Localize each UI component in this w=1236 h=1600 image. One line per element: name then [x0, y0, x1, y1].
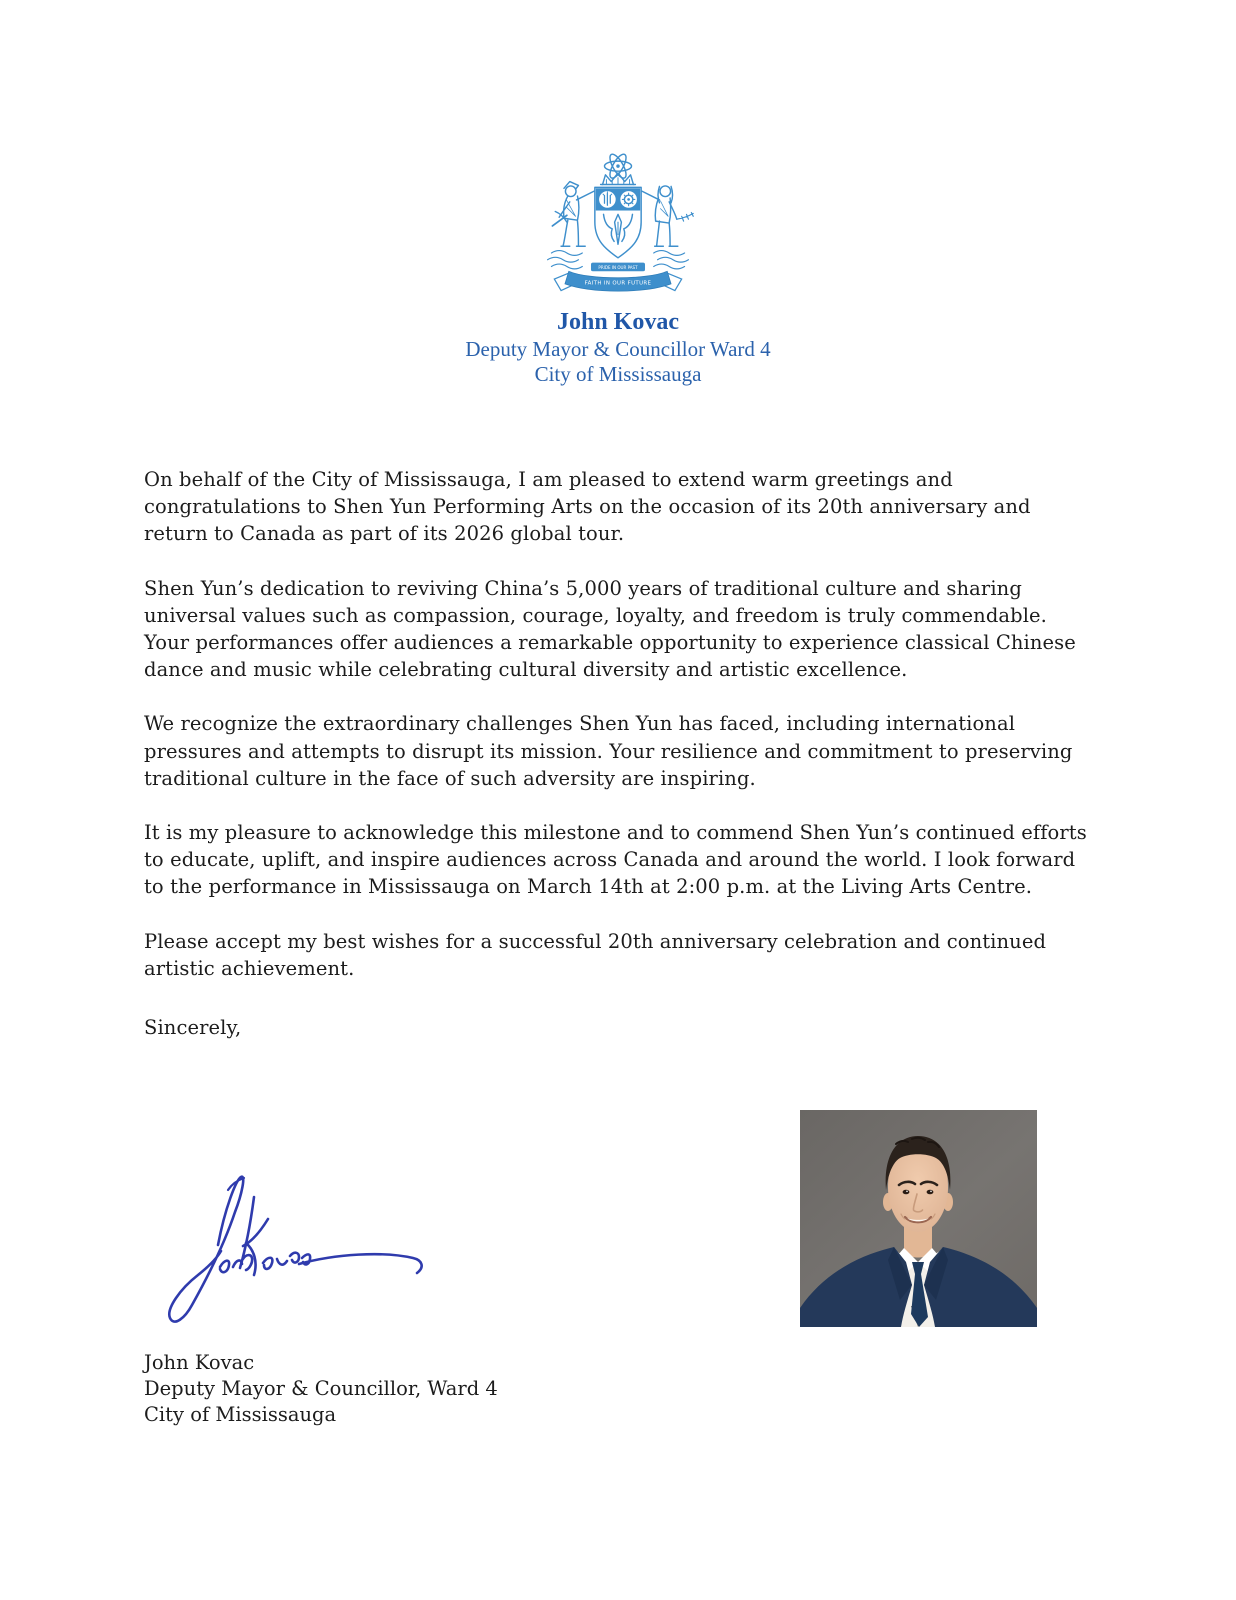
letterhead-organization: City of Mississauga	[534, 362, 702, 387]
motto-line-2: FAITH IN OUR FUTURE	[584, 280, 652, 287]
paragraph-2: Shen Yun’s dedication to reviving China’s 5,000 years of traditional culture and sharing universal values such as compassion, courage, loyalty, and freedom is truly commendable. Your performances offer audiences a remarkable opportunity to experience classical Chinese dance and music while celebrating cultural diversity and artistic excellence.	[144, 576, 1076, 682]
paragraph-3: We recognize the extraordinary challenges Shen Yun has faced, including international pressures and attempts to disrupt its mission. Your resilience and commitment to preserving traditional culture in the face of such adversity are inspiring.	[144, 712, 1073, 790]
letterhead-name: John Kovac	[556, 309, 679, 335]
portrait-photo	[800, 1110, 1037, 1327]
signoff-block	[144, 1350, 498, 1428]
signoff-name: John Kovac	[144, 1351, 255, 1374]
paragraph-4: It is my pleasure to acknowledge this milestone and to commend Shen Yun’s continued efforts to educate, uplift, and inspire audiences across Canada and around the world. I look forward to the performance in Mississauga on March 14th at 2:00 p.m. at the Living Arts Centre.	[144, 821, 1087, 899]
paragraph-1: On behalf of the City of Mississauga, I am pleased to extend warm greetings and congratulations to Shen Yun Performing Arts on the occasion of its 20th anniversary and return to Canada as part of its 2026 global tour.	[144, 468, 1031, 546]
handwritten-signature	[140, 1148, 470, 1338]
mississauga-coat-of-arms-icon	[536, 152, 700, 298]
motto-line-1: PRIDE IN OUR PAST	[598, 264, 638, 270]
letterhead	[0, 152, 1236, 388]
signoff-organization: City of Mississauga	[144, 1403, 337, 1426]
paragraph-5: Please accept my best wishes for a successful 20th anniversary celebration and continued artistic achievement.	[144, 929, 1047, 980]
letter-body	[144, 466, 1096, 1068]
signoff-title: Deputy Mayor & Councillor, Ward 4	[144, 1377, 498, 1400]
letterhead-title: Deputy Mayor & Councillor Ward 4	[465, 336, 771, 361]
closing-salutation: Sincerely,	[144, 1016, 242, 1040]
